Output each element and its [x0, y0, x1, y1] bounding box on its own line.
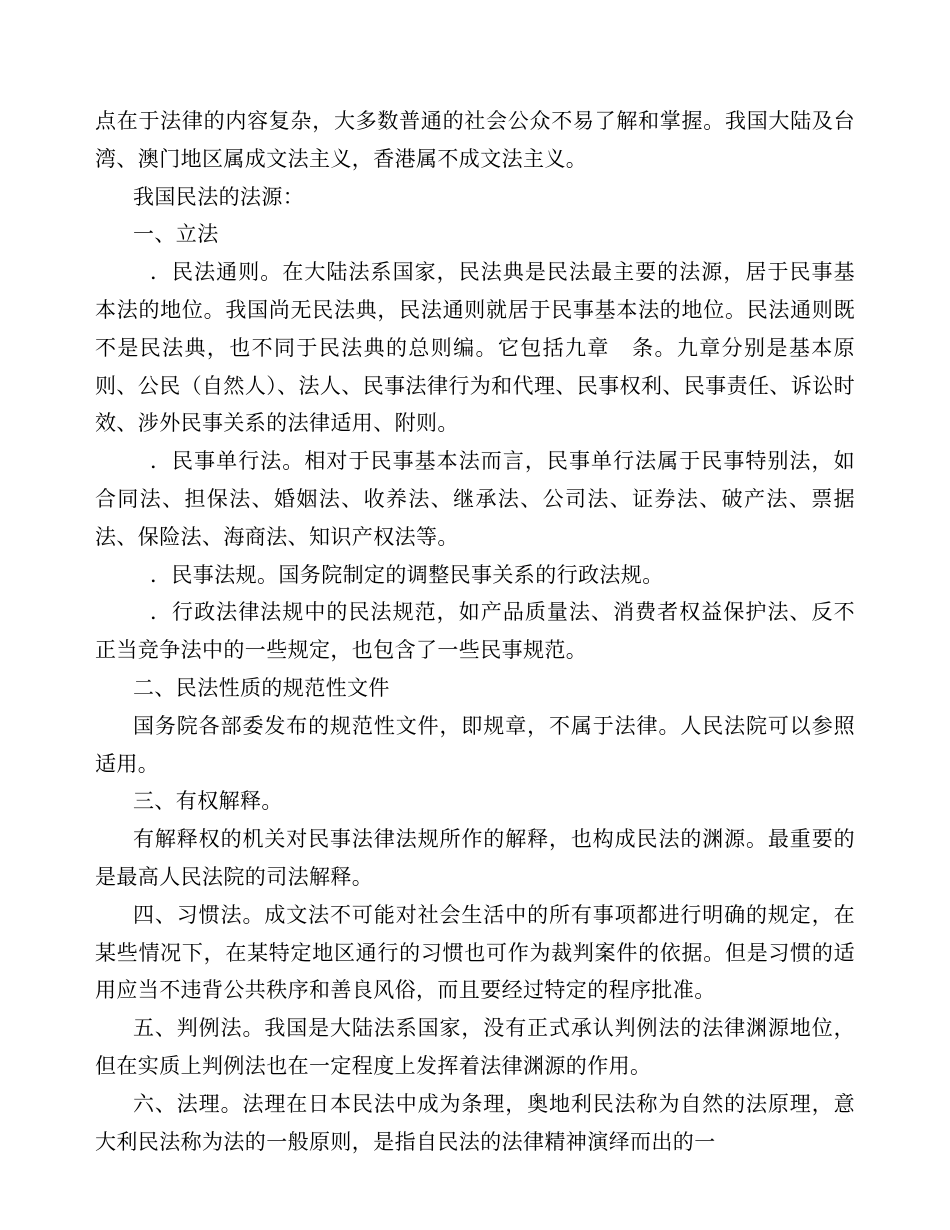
- paragraph-legal-principles: 六、法理。法理在日本民法中成为条理，奥地利民法称为自然的法原理，意大利民法称为法的一般原则，是指自民法的法律精神演绎而出的一: [95, 1091, 855, 1154]
- paragraph-continuation: 点在于法律的内容复杂，大多数普通的社会公众不易了解和掌握。我国大陆及台湾、澳门地区属成文法主义，香港属不成文法主义。: [95, 109, 855, 171]
- paragraph-case-law: 五、判例法。我国是大陆法系国家，没有正式承认判例法的法律渊源地位，但在实质上判例法也在一定程度上发挥着法律渊源的作用。: [95, 1016, 855, 1078]
- paragraph-special-laws: ．民事单行法。相对于民事基本法而言，民事单行法属于民事特别法，如合同法、担保法、婚姻法、收养法、继承法、公司法、证券法、破产法、票据法、保险法、海商法、知识产权法等。: [95, 449, 855, 549]
- heading-authorized-interpretation: 三、有权解释。: [133, 789, 283, 814]
- paragraph-administrative-norms: ．行政法律法规中的民法规范，如产品质量法、消费者权益保护法、反不正当竞争法中的一些规定，也包含了一些民事规范。: [95, 600, 855, 663]
- document-page: [95, 103, 855, 1161]
- paragraph-civil-regulations: ．民事法规。国务院制定的调整民事关系的行政法规。: [150, 562, 664, 587]
- paragraph-general-principles: ．民法通则。在大陆法系国家，民法典是民法最主要的法源，居于民事基本法的地位。我国尚无民法典，民法通则就居于民事基本法的地位。民法通则既不是民法典，也不同于民法典的总则编。它包括九章 条。九章分别是基本原则、公民（自然人）、法人、民事法律行为和代理、民事权利、民事责任、诉讼时效、涉外民事关系的法律适用、附则。: [95, 260, 855, 436]
- heading-normative-documents: 二、民法性质的规范性文件: [133, 675, 390, 700]
- heading-legislation: 一、立法: [133, 222, 219, 247]
- paragraph-normative-documents: 国务院各部委发布的规范性文件，即规章，不属于法律。人民法院可以参照适用。: [95, 713, 855, 776]
- paragraph-authorized-interpretation: 有解释权的机关对民事法律法规所作的解释，也构成民法的渊源。最重要的是最高人民法院的司法解释。: [95, 827, 855, 889]
- paragraph-customary-law: 四、习惯法。成文法不可能对社会生活中的所有事项都进行明确的规定，在某些情况下，在某特定地区通行的习惯也可作为裁判案件的依据。但是习惯的适用应当不违背公共秩序和善良风俗，而且要经过特定的程序批准。: [95, 902, 855, 1003]
- paragraph-sources-intro: 我国民法的法源：: [133, 184, 305, 209]
